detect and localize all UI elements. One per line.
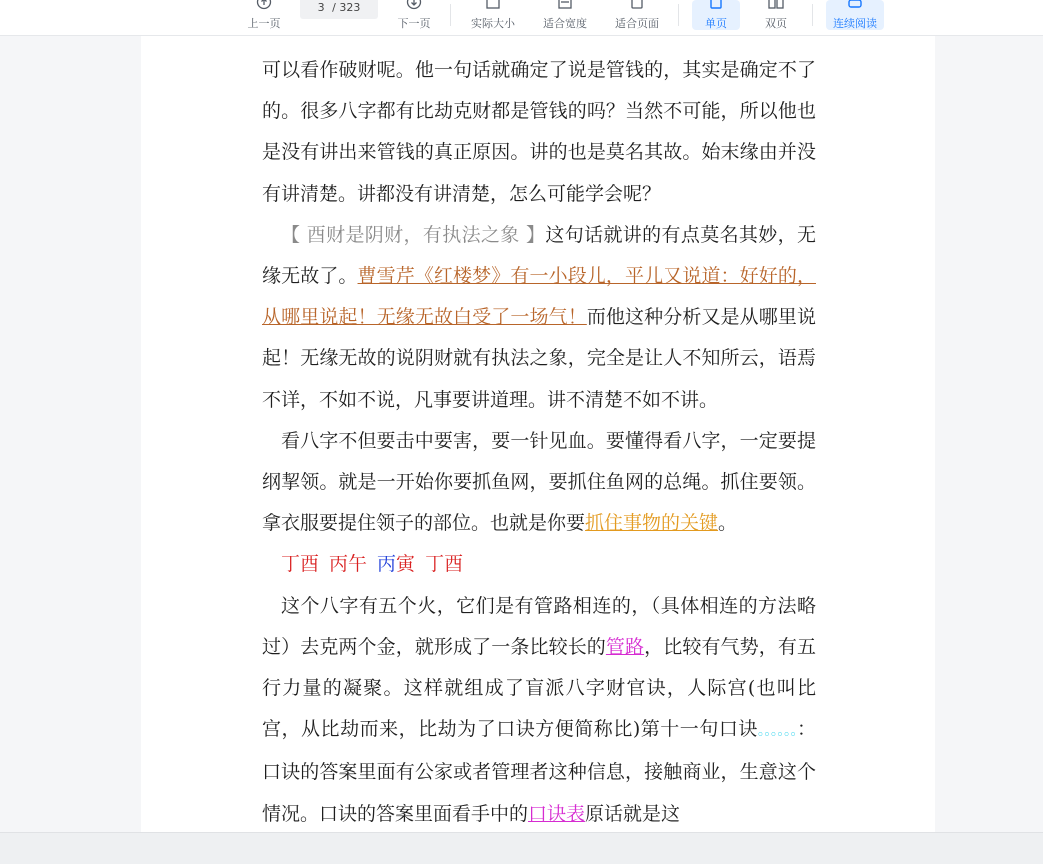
paragraph-4-text-b: ，比较有气势，有五行力量的凝聚。这样就组成了盲派八字财官诀，人际宫(也叫比宫，从比劫而来，比劫为了口诀方便简称比)第十一句口诀 <box>262 635 816 741</box>
toolbar-divider <box>812 4 813 26</box>
double-page-icon <box>768 0 784 14</box>
actual-size-button[interactable] <box>466 0 520 32</box>
fit-page-button[interactable] <box>610 0 664 32</box>
bazi-chart-line <box>262 544 816 585</box>
double-page-button[interactable] <box>752 0 800 32</box>
single-page-button[interactable] <box>692 0 740 30</box>
pipeline-link[interactable]: 管路 <box>605 635 645 658</box>
toolbar-divider <box>678 4 679 26</box>
continuous-reading-label: 连续阅读 <box>833 17 877 30</box>
hongloumeng-link[interactable]: 曹雪芹《红楼梦》有一小段儿，平儿又说道：好好的，从哪里说起！无缘无故白受了一场气！ <box>262 265 816 329</box>
actual-size-icon <box>485 0 501 14</box>
paragraph-3-text-a: 看八字不但要击中要害，要一针见血。要懂得看八字，一定要提纲挈领。就是一开始你要抓鱼网，要抓住鱼网的总绳。抓住要领。拿衣服要提住领子的部位。也就是你要 <box>262 429 816 535</box>
paragraph-2-text-a: 这句话就讲的有点莫名其妙，无缘无故了。 <box>262 223 816 288</box>
paragraph-4-text-d: 原话就是这 <box>585 802 681 825</box>
continuous-scroll-icon <box>847 0 863 14</box>
bazi-pillar-2: 丙午 <box>329 553 368 576</box>
formula-table-link[interactable]: 口诀表 <box>528 802 586 825</box>
continuous-reading-button[interactable] <box>826 0 884 30</box>
arrow-down-circle-icon <box>406 0 422 14</box>
fit-width-icon <box>557 0 573 14</box>
single-page-icon <box>708 0 724 14</box>
key-point-link[interactable]: 抓住事物的关键 <box>585 512 719 535</box>
paragraph-4-text-a: 这个八字有五个火，它们是有管路相连的，（具体相连的方法略过）去克两个金，就形成了一条比较长的 <box>262 594 816 658</box>
page-current: 3 <box>317 1 325 14</box>
next-page-button[interactable] <box>390 0 438 32</box>
paragraph-2 <box>262 215 816 421</box>
paragraph-2-text-b: 而他这种分析又是从哪里说起！无缘无故的说阴财就有执法之象，完全是让人不知所云，语焉不详，不如不说，凡事要讲道理。讲不清楚不如不讲。 <box>262 306 816 411</box>
document-page <box>141 36 935 832</box>
quote-heading: 【 酉财是阴财，有执法之象 】 <box>281 223 546 246</box>
fit-page-label: 适合页面 <box>615 17 659 30</box>
next-page-label: 下一页 <box>397 17 431 30</box>
prev-page-button[interactable] <box>240 0 288 32</box>
bottom-status-bar <box>0 832 1043 864</box>
bazi-pillar-3-branch: 寅 <box>396 553 416 576</box>
dotted-marker: 。。。。。。 <box>757 723 797 740</box>
prev-page-label: 上一页 <box>247 17 281 30</box>
double-page-label: 双页 <box>765 17 787 30</box>
bazi-pillar-4: 丁酉 <box>425 553 464 576</box>
arrow-up-circle-icon <box>256 0 272 14</box>
bazi-pillar-1: 丁酉 <box>281 553 320 576</box>
paragraph-1: 可以看作破财呢。他一句话就确定了说是管钱的，其实是确定不了的。很多八字都有比劫克财都是管钱的吗？当然不可能，所以他也是没有讲出来管钱的真正原因。讲的也是莫名其故。始末缘由并没有讲清楚。讲都没有讲清楚，怎么可能学会呢？ <box>262 59 816 205</box>
toolbar-divider <box>450 4 451 26</box>
paragraph-4 <box>262 586 816 835</box>
bazi-pillar-3-stem: 丙 <box>377 553 397 576</box>
reader-toolbar <box>0 0 1043 36</box>
single-page-label: 单页 <box>705 17 727 30</box>
fit-page-icon <box>629 0 645 14</box>
actual-size-label: 实际大小 <box>471 17 515 30</box>
paragraph-4-text-c: ：口诀的答案里面有公家或者管理者这种信息，接触商业，生意这个情况。口诀的答案里面看手中的 <box>262 718 816 825</box>
bazi-pillar-3 <box>377 553 415 575</box>
page-text <box>262 50 816 835</box>
page-total: / 323 <box>332 1 361 14</box>
page-number-field[interactable] <box>300 0 378 19</box>
paragraph-3-text-b: 。 <box>718 512 738 535</box>
paragraph-3 <box>262 421 816 545</box>
fit-width-label: 适合宽度 <box>543 17 587 30</box>
fit-width-button[interactable] <box>538 0 592 32</box>
